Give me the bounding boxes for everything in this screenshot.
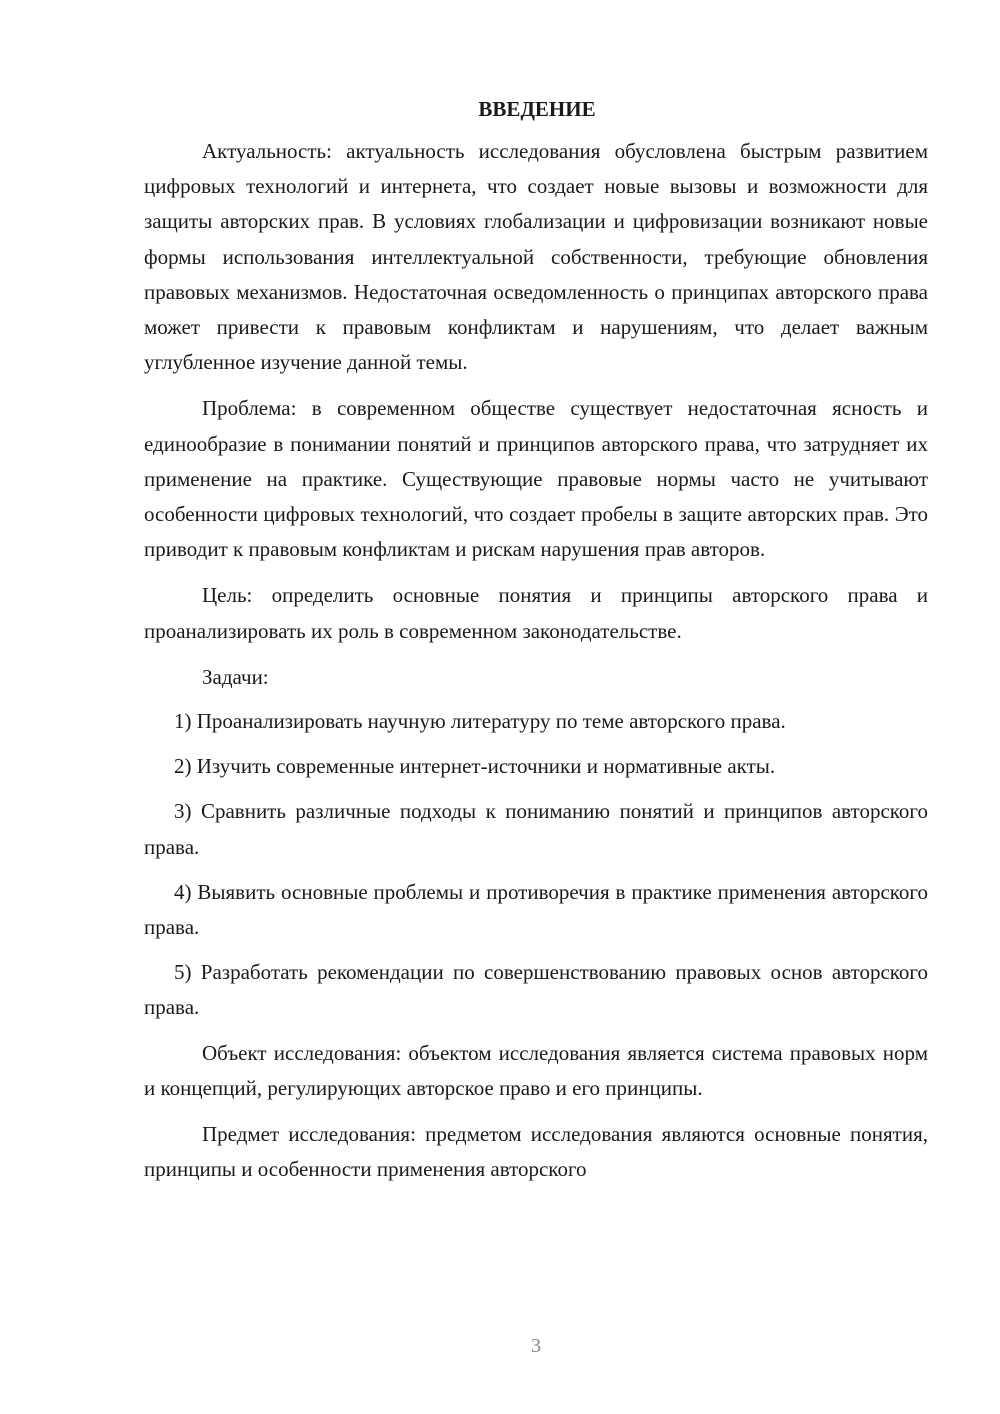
paragraph-subject: Предмет исследования: предметом исследования являются основные понятия, принципы и особенности применения авторского [144,1122,928,1182]
task-item-4: 4) Выявить основные проблемы и противоречия в практике применения авторского права. [144,879,928,940]
task-item-5: 5) Разработать рекомендации по совершенствованию правовых основ авторского права. [144,960,928,1020]
page-body [144,92,928,1198]
paragraph-problem: Проблема: в современном обществе существует недостаточная ясность и единообразие в понимании понятий и принципов авторского права, что затрудняет их применение на практике. Существующие правовые нормы часто не учитывают особенности цифровых технологий, что создает пробелы в защите авторских прав. Это приводит к правовым конфликтам и рискам нарушения прав авторов. [144,396,928,562]
task-item-1: 1) Проанализировать научную литературу по теме авторского права. [174,709,786,734]
paragraph-relevance: Актуальность: актуальность исследования обусловлена быстрым развитием цифровых технологий и интернета, что создает новые вызовы и возможности для защиты авторских прав. В условиях глобализации и цифровизации возникают новые формы использования интеллектуальной собственности, требующие обновления правовых механизмов. Недостаточная осведомленность о принципах авторского права может привести к правовым конфликтам и нарушениям, что делает важным углубленное изучение данной темы. [144,139,928,375]
paragraph-object: Объект исследования: объектом исследования является система правовых норм и концепций, регулирующих авторское право и его принципы. [144,1040,928,1100]
page-number: 3 [531,1335,541,1357]
section-heading: ВВЕДЕНИЕ [478,97,596,121]
paragraph-tasks-label: Задачи: [202,664,269,689]
paragraph-goal: Цель: определить основные понятия и принципы авторского права и проанализировать их роль в современном законодательстве. [144,583,928,643]
task-item-3: 3) Сравнить различные подходы к пониманию понятий и принципов авторского права. [144,799,928,859]
task-item-2: 2) Изучить современные интернет-источники и нормативные акты. [174,754,776,779]
